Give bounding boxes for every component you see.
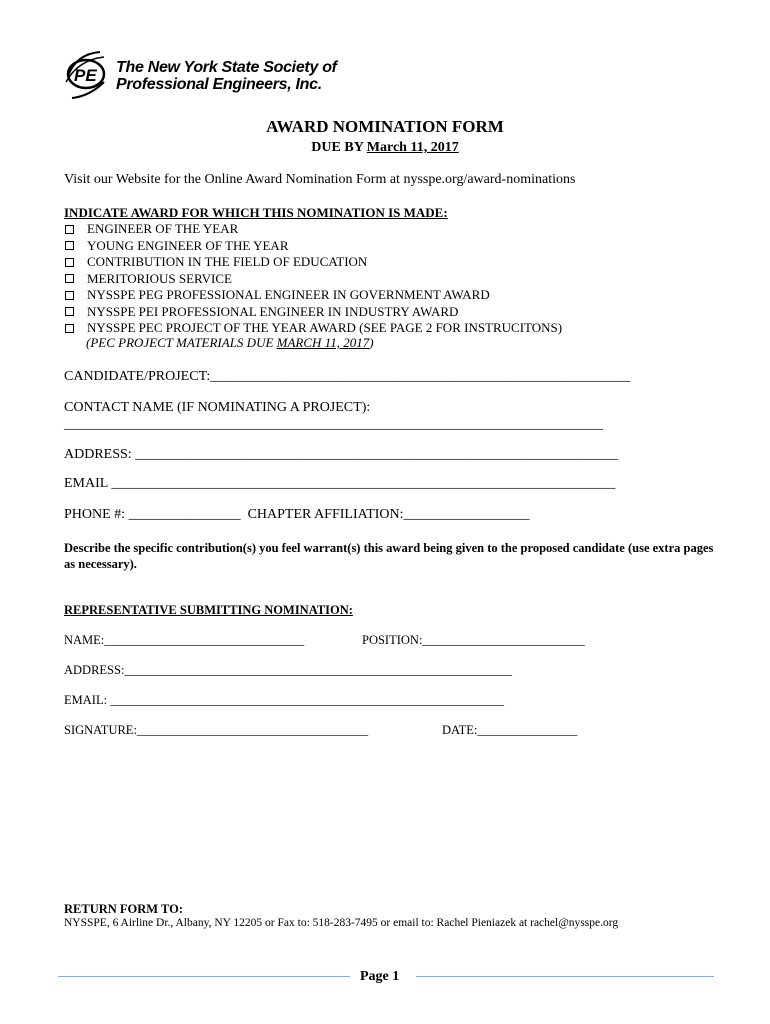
award-label: YOUNG ENGINEER OF THE YEAR — [87, 237, 289, 253]
email-label: EMAIL — [64, 476, 108, 491]
award-label: ENGINEER OF THE YEAR — [87, 221, 239, 237]
checkbox[interactable] — [65, 241, 74, 250]
page-number: Page 1 — [360, 969, 400, 984]
due-date-line — [0, 140, 770, 156]
award-option-engineer-of-year[interactable] — [64, 221, 562, 238]
pec-note-suffix: ) — [369, 335, 374, 350]
rep-date-field[interactable] — [442, 723, 577, 738]
website-note: Visit our Website for the Online Award Nomination Form at nysspe.org/award-nominations — [64, 172, 576, 187]
award-option-pei[interactable] — [64, 304, 562, 321]
award-option-peg[interactable] — [64, 287, 562, 304]
return-address: NYSSPE, 6 Airline Dr., Albany, NY 12205 or Fax to: 518-283-7495 or email to: Rachel Pieniazek at rachel@nysspe.org — [64, 917, 619, 929]
checkbox[interactable] — [65, 324, 74, 333]
rep-name-field[interactable] — [64, 633, 304, 648]
rep-email-field[interactable] — [64, 693, 504, 708]
award-checklist — [64, 221, 562, 337]
rep-address-label: ADDRESS: — [64, 663, 125, 677]
rep-name-label: NAME: — [64, 633, 105, 647]
pec-note-date: MARCH 11, 2017 — [276, 335, 370, 350]
award-option-young-engineer[interactable] — [64, 238, 562, 255]
checkbox[interactable] — [65, 291, 74, 300]
email-field[interactable] — [64, 476, 615, 492]
rep-signature-blank[interactable]: _____________________________________ — [136, 723, 369, 737]
nysspe-logo — [64, 46, 364, 102]
rep-address-blank[interactable]: ______________________________________________________________ — [124, 663, 512, 677]
describe-contribution: Describe the specific contribution(s) you feel warrant(s) this award being given to the proposed candidate (use extra pages as necessary). — [64, 541, 714, 571]
award-option-meritorious[interactable] — [64, 271, 562, 288]
return-heading: RETURN FORM TO: — [64, 902, 183, 916]
form-title: AWARD NOMINATION FORM — [266, 117, 504, 136]
chapter-label: CHAPTER AFFILIATION: — [247, 507, 404, 522]
award-option-education[interactable] — [64, 254, 562, 271]
org-line-2: Professional Engineers, Inc. — [116, 76, 322, 93]
address-field[interactable] — [64, 447, 618, 463]
due-date: March 11, 2017 — [366, 140, 459, 155]
rep-email-blank[interactable]: _______________________________________________________________ — [107, 693, 504, 707]
rep-position-blank[interactable]: __________________________ — [422, 633, 585, 647]
rep-name-blank[interactable]: ________________________________ — [104, 633, 305, 647]
pec-materials-note — [86, 335, 374, 351]
rep-position-field[interactable] — [362, 633, 585, 648]
org-line-1: The New York State Society of — [116, 59, 337, 76]
award-label: CONTRIBUTION IN THE FIELD OF EDUCATION — [87, 254, 368, 270]
checkbox[interactable] — [65, 307, 74, 316]
logo-org-name — [116, 59, 337, 93]
contact-name-blank[interactable]: _____________________________________________________________________________ — [64, 417, 603, 432]
logo-mark: PE — [74, 66, 97, 85]
phone-label: PHONE #: — [64, 507, 126, 522]
award-label: MERITORIOUS SERVICE — [87, 270, 232, 286]
rep-email-label: EMAIL: — [64, 693, 108, 707]
candidate-field[interactable] — [64, 369, 630, 385]
checkbox[interactable] — [65, 258, 74, 267]
pe-emblem-icon — [64, 46, 124, 102]
address-label: ADDRESS: — [64, 447, 132, 462]
rep-position-label: POSITION: — [362, 633, 423, 647]
checkbox[interactable] — [65, 225, 74, 234]
due-prefix: DUE BY — [311, 140, 367, 155]
chapter-blank[interactable]: __________________ — [403, 507, 530, 522]
rep-date-blank[interactable]: ________________ — [477, 723, 578, 737]
email-blank[interactable]: ________________________________________________________________________ — [107, 476, 616, 491]
footer-rule-right — [416, 976, 714, 977]
representative-heading: REPRESENTATIVE SUBMITTING NOMINATION: — [64, 603, 353, 617]
phone-blank[interactable]: ________________ — [125, 507, 241, 522]
rep-date-label: DATE: — [442, 723, 478, 737]
award-label: NYSSPE PEG PROFESSIONAL ENGINEER IN GOVERNMENT AWARD — [87, 287, 490, 303]
indicate-award-heading: INDICATE AWARD FOR WHICH THIS NOMINATION IS MADE: — [64, 205, 448, 220]
candidate-label: CANDIDATE/PROJECT: — [64, 369, 211, 384]
footer-rule-left — [58, 976, 350, 977]
pec-note-prefix: (PEC PROJECT MATERIALS DUE — [86, 335, 277, 350]
rep-signature-label: SIGNATURE: — [64, 723, 137, 737]
contact-name-label: CONTACT NAME (IF NOMINATING A PROJECT): — [64, 400, 371, 415]
award-label: NYSSPE PEI PROFESSIONAL ENGINEER IN INDUSTRY AWARD — [87, 303, 459, 319]
checkbox[interactable] — [65, 274, 74, 283]
address-blank[interactable]: _____________________________________________________________________ — [131, 447, 619, 462]
rep-address-field[interactable] — [64, 663, 512, 678]
rep-signature-field[interactable] — [64, 723, 368, 738]
phone-chapter-row — [64, 507, 530, 523]
award-label: NYSSPE PEC PROJECT OF THE YEAR AWARD (SEE PAGE 2 FOR INSTRUCITONS) — [87, 320, 563, 336]
candidate-blank[interactable]: ____________________________________________________________ — [210, 369, 631, 384]
